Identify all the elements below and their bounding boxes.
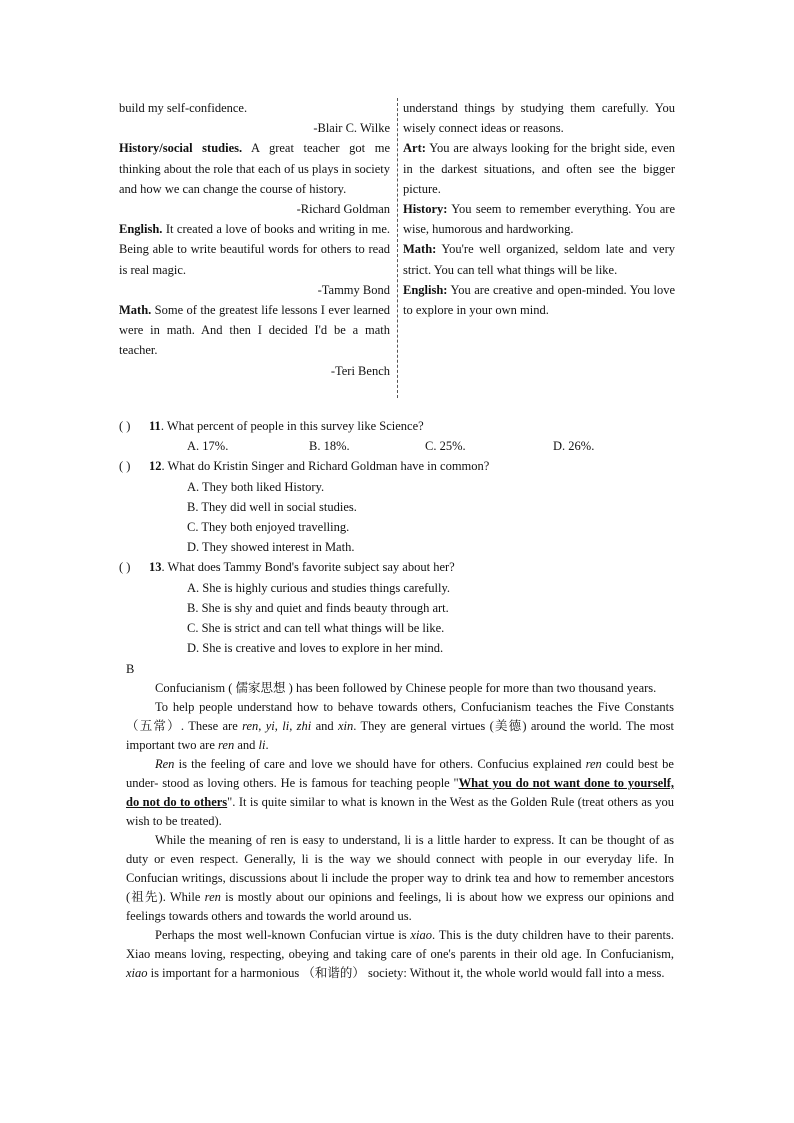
option-d[interactable]: D. 26%. — [553, 439, 595, 454]
paragraph-2-text-b: . They are general virtues (美德) around the world. The most important two are — [126, 719, 675, 752]
reading-passage-b — [126, 660, 674, 983]
math-description — [403, 239, 675, 279]
math-text-right: You're well organized, seldom late and very strict. You can tell what things will be like. — [403, 242, 675, 277]
option-b[interactable]: B. 18%. — [309, 439, 350, 454]
option-b[interactable]: B. She is shy and quiet and finds beauty through art. — [187, 600, 449, 615]
term-ren: ren — [204, 890, 221, 904]
conjunction-and: and — [311, 719, 338, 733]
option-d[interactable]: D. She is creative and loves to explore in her mind. — [187, 641, 444, 656]
left-column — [119, 98, 390, 381]
term-xiao: xiao — [126, 966, 148, 980]
period: . — [265, 738, 269, 752]
english-label-right: English: — [403, 282, 448, 297]
english-testimonial — [119, 219, 390, 280]
paragraph-2 — [126, 698, 674, 755]
signature-blair: -Blair C. Wilke — [313, 121, 390, 136]
history-testimonial — [119, 138, 390, 199]
art-label: Art: — [403, 141, 426, 156]
right-column — [403, 98, 675, 320]
paragraph-3-text-a: is the feeling of care and love we should have for others. Confucius explained — [174, 757, 586, 771]
paragraph-3-text-b: could best be under- stood as loving others. He is famous for teaching people " — [126, 757, 674, 790]
math-text: Some of the greatest life lessons I ever learned were in math. And then I decided I'd be a math teacher. — [119, 303, 390, 358]
paragraph-4 — [126, 831, 674, 926]
question-11-options — [119, 436, 679, 456]
conjunction-and: and — [234, 738, 259, 752]
option-a[interactable]: A. She is highly curious and studies things carefully. — [187, 580, 451, 595]
question-text: . What does Tammy Bond's favorite subject say about her? — [161, 560, 455, 575]
art-text: You are always looking for the bright side, even in the darkest situations, and often see the bigger picture. — [403, 141, 675, 196]
paragraph-2-text-a: To help people understand how to behave towards others, Confucianism teaches the Five Constants （五常）. These are — [126, 700, 674, 733]
paragraph-5 — [126, 926, 674, 983]
paragraph-5-text-b: . This is the duty children have to their parents. Xiao means loving, respecting, obeying and taking care of one's parents in their old age. In Confucianism, — [126, 928, 674, 961]
history-label-right: History: — [403, 202, 448, 217]
option-c[interactable]: C. 25%. — [425, 439, 466, 454]
option-b[interactable]: B. They did well in social studies. — [187, 499, 357, 514]
question-text: . What percent of people in this survey like Science? — [160, 419, 424, 433]
paragraph-3 — [126, 755, 674, 831]
history-text: A great teacher got me thinking about the role that each of us plays in society and how we can change the course of history. — [119, 141, 391, 196]
term-xiao: xiao — [410, 928, 432, 942]
intro-tail-text: build my self-confidence. — [119, 101, 248, 115]
paragraph-5-text-c: is important for a harmonious （和谐的） society: Without it, the whole world would fall into a mess. — [147, 966, 665, 980]
signature-tammy: -Tammy Bond — [317, 282, 390, 297]
paragraph-5-text-a: Perhaps the most well-known Confucian virtue is — [155, 928, 411, 942]
math-label-right: Math: — [403, 242, 437, 257]
term-ren: ren — [242, 719, 259, 733]
comma: , — [274, 719, 283, 733]
option-a[interactable]: A. They both liked History. — [187, 479, 325, 494]
question-number: 11 — [149, 419, 161, 433]
question-text: . What do Kristin Singer and Richard Goldman have in common? — [161, 459, 490, 474]
paragraph-1: Confucianism ( 儒家思想 ) has been followed by Chinese people for more than two thousand years. — [155, 681, 657, 695]
golden-rule-quote: What you do not want done to yourself, do not do to others — [126, 776, 674, 809]
question-number: 12 — [149, 459, 162, 474]
term-yi: yi — [265, 719, 275, 733]
paragraph-4-text-a: While the meaning of ren is easy to understand, li is a little harder to express. It can be thought of as duty or even respect. Generally, li is the way we should connect with people in our everyday life. In Confucian writings, discussions about li include the proper way to drink tea and how to remember ancestors (祖先). While — [126, 833, 674, 904]
english-label: English. — [119, 222, 163, 237]
signature-teri: -Teri Bench — [330, 363, 390, 378]
english-text: It created a love of books and writing in me. Being able to write beautiful words for others to read is real magic. — [119, 222, 390, 277]
term-li: li — [258, 738, 266, 752]
history-label: History/social studies. — [119, 141, 243, 156]
term-ren: ren — [585, 757, 602, 771]
math-testimonial — [119, 300, 390, 361]
history-description — [403, 199, 675, 239]
math-label: Math. — [119, 303, 152, 318]
option-d[interactable]: D. They showed interest in Math. — [187, 540, 355, 555]
term-zhi: zhi — [296, 719, 312, 733]
question-11 — [119, 416, 679, 436]
testimonial-columns — [119, 98, 675, 400]
column-divider — [397, 98, 398, 398]
question-list — [119, 416, 679, 658]
option-a[interactable]: A. 17%. — [187, 439, 229, 454]
right-intro-text: understand things by studying them carefully. You wisely connect ideas or reasons. — [403, 101, 675, 136]
history-text-right: You seem to remember everything. You are wise, humorous and hardworking. — [403, 202, 675, 237]
art-description — [403, 138, 675, 199]
question-12 — [119, 456, 679, 476]
question-number: 13 — [149, 560, 162, 575]
paragraph-4-text-b: is mostly about our opinions and feelings, li is about how we express our opinions and feelings towards others and towards the world around us. — [126, 890, 674, 923]
answer-bracket[interactable]: ( ) — [119, 419, 131, 433]
option-c[interactable]: C. They both enjoyed travelling. — [187, 520, 350, 534]
english-text-right: You are creative and open-minded. You love to explore in your own mind. — [403, 282, 675, 318]
signature-richard: -Richard Goldman — [296, 202, 390, 217]
answer-bracket[interactable]: ( ) — [119, 560, 131, 575]
question-13 — [119, 557, 679, 577]
answer-bracket[interactable]: ( ) — [119, 459, 131, 474]
paragraph-3-text-c: ". It is quite similar to what is known in the West as the Golden Rule (treat others as you wish to be treated). — [126, 795, 674, 828]
term-xin: xin — [337, 719, 354, 733]
comma: , — [258, 719, 266, 733]
term-ren: ren — [218, 738, 235, 752]
term-li: li — [282, 719, 290, 733]
option-c[interactable]: C. She is strict and can tell what things will be like. — [187, 621, 445, 636]
section-label: B — [126, 662, 135, 676]
term-ren-capitalized: Ren — [155, 757, 175, 771]
comma: , — [289, 719, 297, 733]
english-description — [403, 280, 675, 320]
